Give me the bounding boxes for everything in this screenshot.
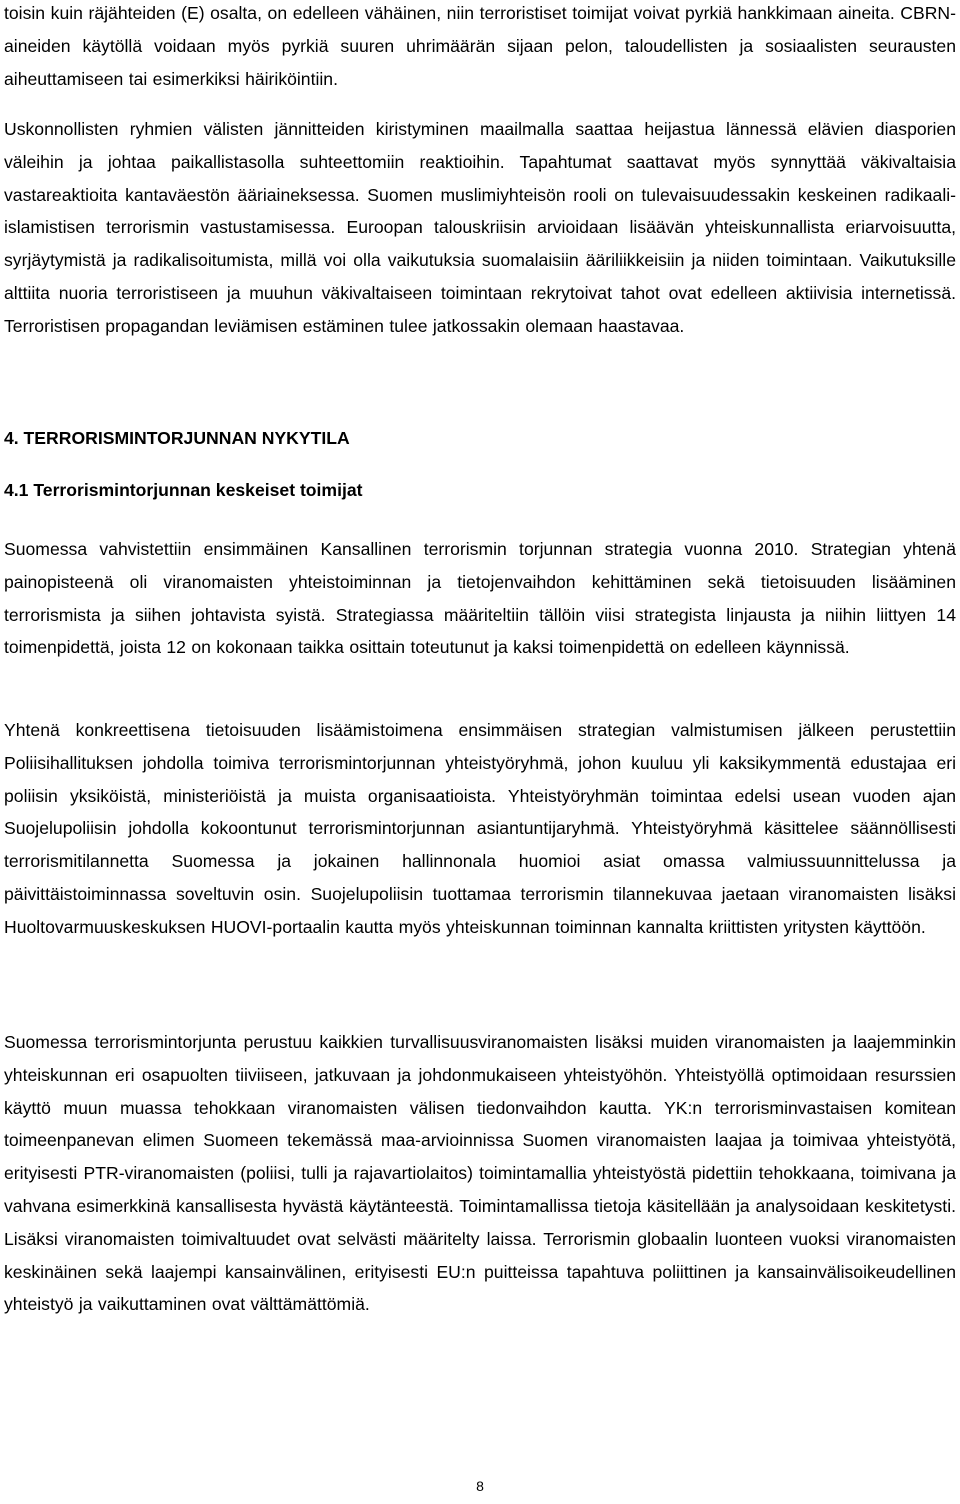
paragraph-religious-tensions: Uskonnollisten ryhmien välisten jännitteiden kiristyminen maailmalla saattaa heijastua lännessä elävien diasporien väleihin ja johtaa paikallistasolla suhteettomiin reaktioihin. Tapahtumat saattavat myös synnyttää väkivaltaisia vastareaktioita kantaväestön ääriaineksessa. Suomen muslimiyhteisön rooli on tulevaisuudessakin keskeinen radikaali-islamistisen terrorismin vastustamisessa. Euroopan talouskriisin arvioidaan lisäävän yhteiskunnallista eriarvoisuutta, syrjäytymistä ja radikalisoitumista, millä voi olla vaikutuksia suomalaisiin ääriliikkeisiin ja niiden toimintaan. Vaikutuksille alttiita nuoria terroristiseen ja muuhun väkivaltaiseen toimintaan rekrytoivat tahot ovat edelleen aktiivisia internetissä. Terroristisen propagandan leviämisen estäminen tulee jatkossakin olemaan haastavaa. [4, 119, 956, 336]
subsection-heading: 4.1 Terrorismintorjunnan keskeiset toimijat [4, 480, 363, 500]
section-heading: 4. TERRORISMINTORJUNNAN NYKYTILA [4, 428, 350, 448]
page-number: 8 [476, 1478, 484, 1494]
paragraph-strategy: Suomessa vahvistettiin ensimmäinen Kansallinen terrorismin torjunnan strategia vuonna 2010. Strategian yhtenä painopisteenä oli viranomaisten yhteistoiminnan ja tietojenvaihdon kehittäminen sekä tietoisuuden lisääminen terrorismista ja siihen johtavista syistä. Strategiassa määriteltiin tällöin viisi strategista linjausta ja niihin liittyen 14 toimenpidettä, joista 12 on kokonaan taikka osittain toteutunut ja kaksi toimenpidettä on edelleen käynnissä. [4, 539, 956, 658]
paragraph-cbrn: toisin kuin räjähteiden (E) osalta, on edelleen vähäinen, niin terroristiset toimijat voivat pyrkiä hankkimaan aineita. CBRN-aineiden käytöllä voidaan myös pyrkiä suuren uhrimäärän sijaan pelon, taloudellisten ja sosiaalisten seurausten aiheuttamiseen tai esimerkiksi häiriköintiin. [4, 3, 956, 89]
paragraph-authorities-cooperation: Suomessa terrorismintorjunta perustuu kaikkien turvallisuusviranomaisten lisäksi muiden viranomaisten ja laajemminkin yhteiskunnan eri osapuolten tiiviiseen, jatkuvaan ja johdonmukaiseen yhteistyöhön. Yhteistyöllä optimoidaan resurssien käyttö muun muassa tehokkaan viranomaisten välisen tiedonvaihdon kautta. YK:n terrorisminvastaisen komitean toimeenpanevan elimen Suomeen tekemässä maa-arvioinnissa Suomen viranomaisten laajaa ja toimivaa yhteistyötä, erityisesti PTR-viranomaisten (poliisi, tulli ja rajavartiolaitos) toimintamallia yhteistyöstä pidettiin tehokkaana, toimivana ja vahvana esimerkkinä kansallisesta hyvästä käytänteestä. Toimintamallissa tietoja käsitellään ja analysoidaan keskitetysti. Lisäksi viranomaisten toimivaltuudet ovat selvästi määritelty laissa. Terrorismin globaalin luonteen vuoksi viranomaisten keskinäinen sekä laajempi kansainvälinen, erityisesti EU:n puitteissa tapahtuva poliittinen ja kansainvälisoikeudellinen yhteistyö ja vaikuttaminen ovat välttämättömiä. [4, 1032, 956, 1315]
paragraph-cooperation-group: Yhtenä konkreettisena tietoisuuden lisäämistoimena ensimmäisen strategian valmistumisen jälkeen perustettiin Poliisihallituksen johdolla toimiva terrorismintorjunnan yhteistyöryhmä, johon kuuluu yli kaksikymmentä edustajaa eri poliisin yksiköistä, ministeriöistä ja muista organisaatioista. Yhteistyöryhmän toimintaa edelsi usean vuoden ajan Suojelupoliisin johdolla kokoontunut terrorismintorjunnan asiantuntijaryhmä. Yhteistyöryhmä käsittelee säännöllisesti terrorismitilannetta Suomessa ja jokainen hallinnonala huomioi asiat omassa valmiussuunnittelussa ja päivittäistoiminnassa soveltuvin osin. Suojelupoliisin tuottamaa terrorismin tilannekuvaa jaetaan viranomaisten lisäksi Huoltovarmuuskeskuksen HUOVI-portaalin kautta myös yhteiskunnan toiminnan kannalta kriittisten yritysten käyttöön. [4, 720, 956, 937]
